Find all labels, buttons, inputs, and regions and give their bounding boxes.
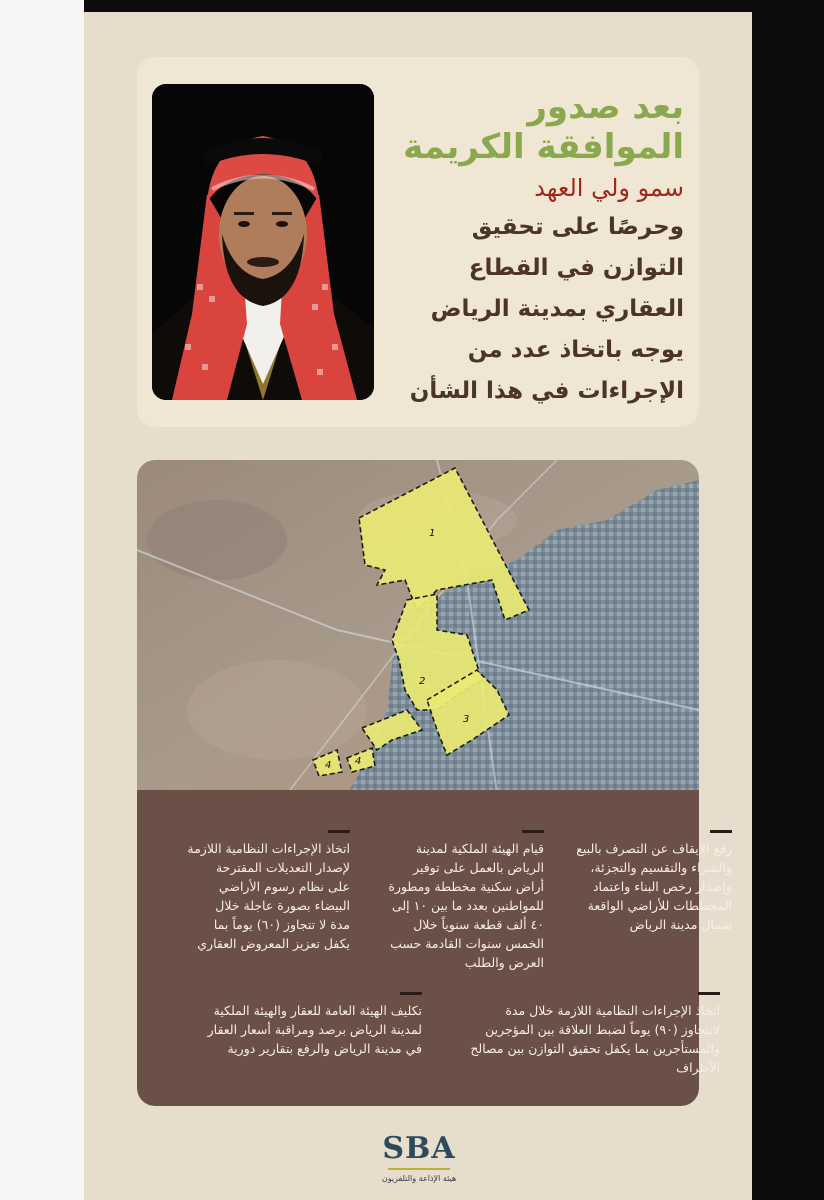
logo-caption: هيئة الإذاعة والتلفزيون <box>381 1174 457 1183</box>
measure-4-line: لاتتجاوز (٩٠) يوماً لضبط العلاقة بين المؤجرين <box>485 1022 720 1037</box>
measure-3 <box>150 830 350 953</box>
sba-logo <box>374 1132 464 1192</box>
measure-2-line: الرياض بالعمل على توفير <box>413 860 544 875</box>
measure-2-line: الخمس سنوات القادمة حسب <box>390 936 544 951</box>
zone-label-3: 3 <box>463 714 470 725</box>
zone-label-4a: 4 <box>325 760 332 771</box>
logo-underline <box>388 1168 450 1170</box>
headline-body-1: وحرصًا على تحقيق <box>471 214 684 240</box>
measure-4-line: الأطراف <box>676 1060 720 1075</box>
zone-label-4b: 4 <box>355 756 362 767</box>
measure-1-line: رفع الإيقاف عن التصرف بالبيع <box>576 841 732 856</box>
measure-2-line: للمواطنين بعدد ما بين ١٠ إلى <box>391 898 544 913</box>
measure-1 <box>554 830 732 934</box>
crown-prince-portrait <box>152 84 374 400</box>
measure-5-line: تكليف الهيئة العامة للعقار والهيئة الملكية <box>213 1003 422 1018</box>
satellite-map <box>137 460 699 794</box>
measure-5-line: لمدينة الرياض برصد ومراقبة أسعار العقار <box>207 1022 422 1037</box>
measure-1-line: شمال مدينة الرياض <box>629 917 732 932</box>
infographic-poster <box>84 12 752 1200</box>
measure-3-line: يكفل تعزيز المعروض العقاري <box>197 936 350 951</box>
left-margin <box>0 0 84 1200</box>
headline-body-5: الإجراءات في هذا الشأن <box>409 378 684 404</box>
zone-label-2: 2 <box>419 676 426 687</box>
measure-3-line: على نظام رسوم الأراضي <box>218 879 350 894</box>
measure-5-line: في مدينة الرياض والرفع بتقارير دورية <box>227 1041 422 1056</box>
measure-2-line: ٤٠ ألف قطعة سنوياً خلال <box>413 917 544 932</box>
measure-3-line: لإصدار التعديلات المقترحة <box>215 860 350 875</box>
headline-line-1: بعد صدور <box>527 87 684 127</box>
measure-4-line: اتخاذ الإجراءات النظامية اللازمة خلال مدة <box>505 1003 720 1018</box>
measure-5 <box>150 992 422 1058</box>
map-illustration <box>137 460 699 794</box>
logo-mark: SBA <box>382 1131 456 1166</box>
measure-1-line: المخططات للأراضي الواقعة <box>587 898 732 913</box>
measure-1-line: والشراء والتقسيم والتجزئة، <box>590 860 732 875</box>
headline-body-4: يوجه باتخاذ عدد من <box>467 337 684 363</box>
measure-3-line: اتخاذ الإجراءات النظامية اللازمة <box>187 841 350 856</box>
measure-4-line: والمستأجرين بما يكفل تحقيق التوازن بين مصالح <box>470 1041 720 1056</box>
headline-line-2: الموافقة الكريمة <box>403 127 684 167</box>
right-margin <box>752 0 824 1200</box>
headline-line-3: سمو ولي العهد <box>534 174 684 202</box>
measure-2 <box>360 830 544 972</box>
measure-2-line: أراض سكنية مخططة ومطورة <box>388 879 544 894</box>
measure-3-line: البيضاء بصورة عاجلة خلال <box>215 898 350 913</box>
measure-2-line: العرض والطلب <box>464 955 544 970</box>
measure-4 <box>440 992 720 1077</box>
headline-body-2: التوازن في القطاع <box>468 255 684 281</box>
measure-3-line: مدة لا تتجاوز (٦٠) يوماً بما <box>213 917 350 932</box>
zone-label-1: 1 <box>429 528 436 539</box>
portrait-illustration <box>152 84 374 400</box>
headline-body-3: العقاري بمدينة الرياض <box>430 296 684 322</box>
measure-1-line: وإصدار رخص البناء واعتماد <box>592 879 732 894</box>
headline-block <box>384 87 684 412</box>
measure-2-line: قيام الهيئة الملكية لمدينة <box>415 841 544 856</box>
